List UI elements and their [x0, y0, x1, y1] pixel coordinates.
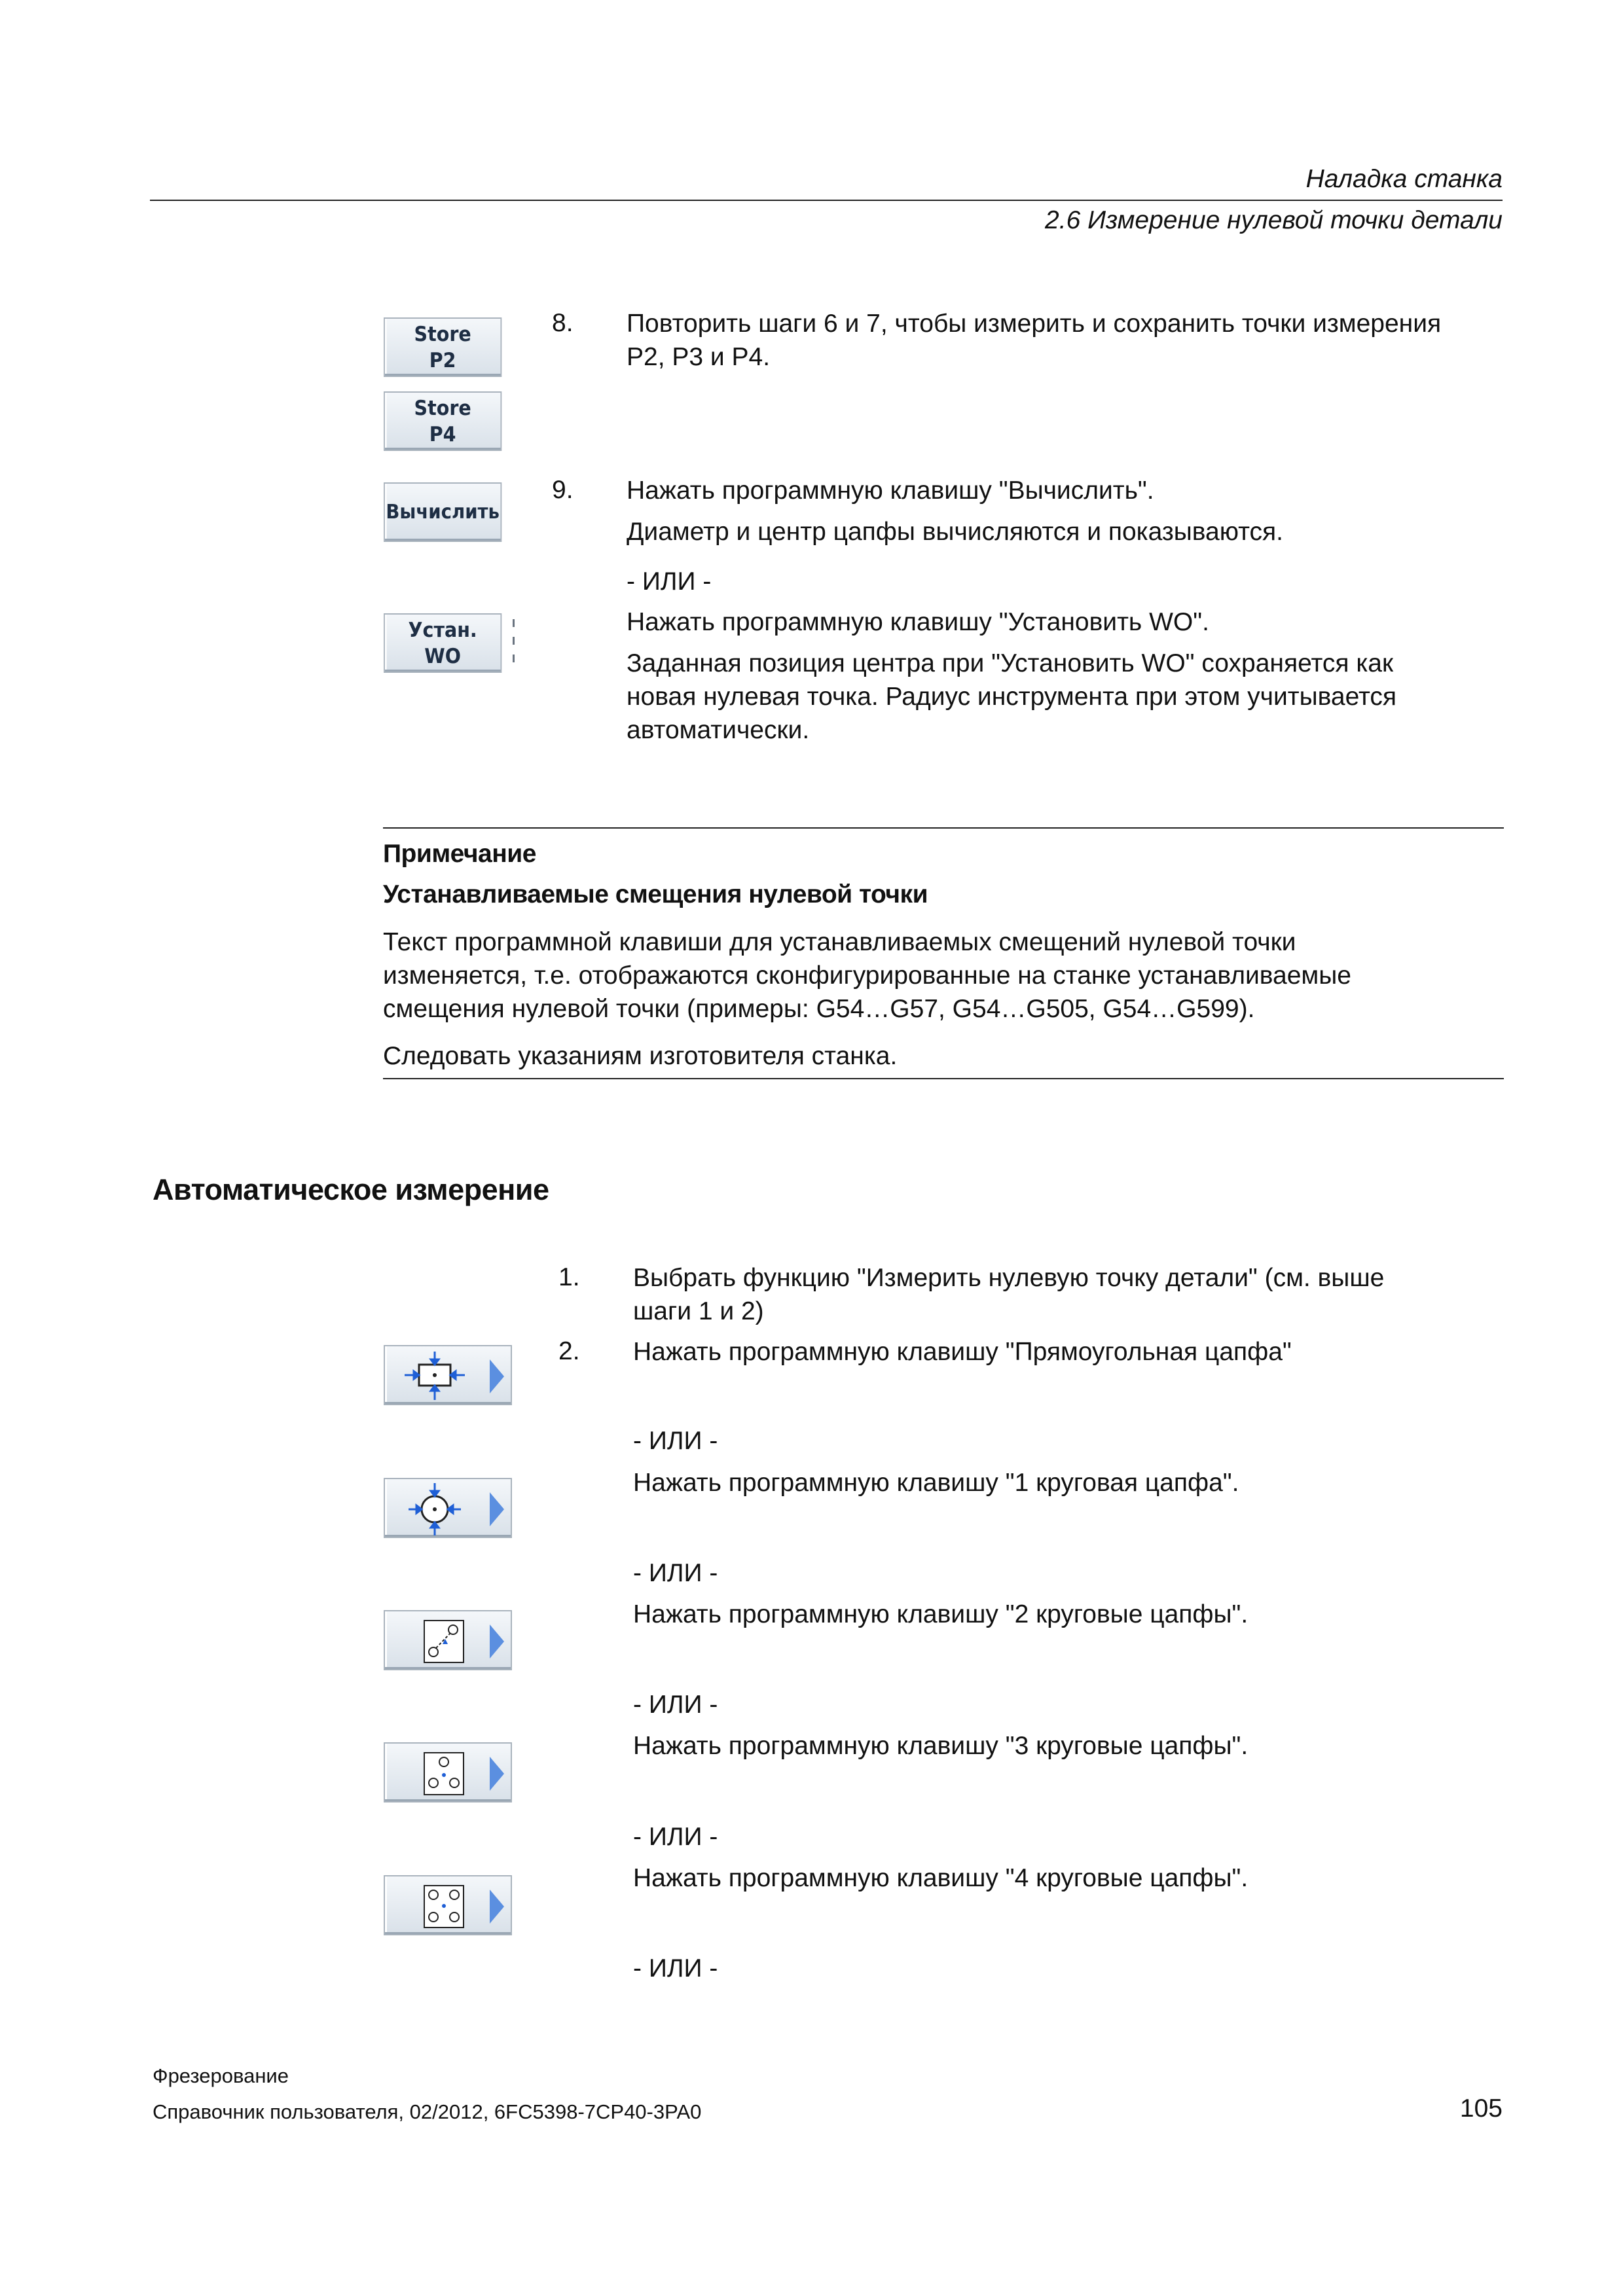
- rectangular-spigot-softkey[interactable]: [384, 1345, 512, 1405]
- note-body-line: изменяется, т.е. отображаются сконфигурированные на станке устанавливаемые: [383, 961, 1351, 990]
- softkey-tick-mark: [513, 619, 515, 627]
- step-8-text: [627, 307, 1504, 374]
- or-separator: - ИЛИ -: [633, 1691, 718, 1719]
- or-separator: - ИЛИ -: [633, 1954, 718, 1982]
- store-p4-softkey[interactable]: [384, 391, 501, 451]
- calculate-softkey[interactable]: [384, 482, 501, 542]
- alt-desc-line: автоматически.: [627, 716, 810, 744]
- or-separator: - ИЛИ -: [627, 567, 712, 596]
- auto-step-1-text: [633, 1261, 1504, 1328]
- alt-desc-line: новая нулевая точка. Радиус инструмента при этом учитывается: [627, 683, 1397, 711]
- step-number: 9.: [552, 476, 574, 504]
- footer-product: Фрезерование: [153, 2064, 289, 2087]
- note-top-rule: [383, 827, 1504, 829]
- three-circular-spigots-icon: [385, 1744, 513, 1804]
- store-p2-line2: P2: [429, 348, 456, 372]
- alt-desc-line: Заданная позиция центра при "Установить WO" сохраняется как: [627, 649, 1394, 677]
- store-p4-line2: P4: [429, 422, 456, 446]
- circular-spigot-softkey[interactable]: [384, 1478, 512, 1538]
- step-number: 2.: [558, 1337, 580, 1365]
- note-label: Примечание: [383, 840, 536, 868]
- step-9-result: Диаметр и центр цапфы вычисляются и показываются.: [627, 518, 1283, 546]
- or-separator: - ИЛИ -: [633, 1823, 718, 1851]
- step-9-text: Нажать программную клавишу "Вычислить".: [627, 476, 1154, 505]
- two-circular-spigots-softkey[interactable]: [384, 1610, 512, 1670]
- step-9-alt: Нажать программную клавишу "Установить WO".: [627, 608, 1209, 636]
- running-header-chapter: Наладка станка: [1305, 165, 1503, 193]
- page-number: 105: [1459, 2094, 1503, 2123]
- auto-alt-3: Нажать программную клавишу "3 круговые цапфы".: [633, 1732, 1249, 1760]
- running-header-section: 2.6 Измерение нулевой точки детали: [1045, 206, 1503, 234]
- note-bottom-rule: [383, 1078, 1504, 1079]
- rectangular-spigot-icon: [385, 1346, 513, 1407]
- auto-alt-2: Нажать программную клавишу "2 круговые цапфы".: [633, 1600, 1249, 1628]
- note-body-line: смещения нулевой точки (примеры: G54…G57, G54…G505, G54…G599).: [383, 995, 1255, 1023]
- or-separator: - ИЛИ -: [633, 1559, 718, 1587]
- circular-spigot-icon: [385, 1479, 513, 1539]
- auto-step-1-line: шаги 1 и 2): [633, 1297, 764, 1325]
- step-8-line: P2, P3 и P4.: [627, 343, 771, 371]
- step-9-alt-desc: [627, 647, 1504, 747]
- softkey-tick-mark: [513, 637, 515, 645]
- store-p4-line1: Store: [414, 396, 471, 420]
- note-follow: Следовать указаниям изготовителя станка.: [383, 1042, 898, 1070]
- auto-step-1-line: Выбрать функцию "Измерить нулевую точку детали" (см. выше: [633, 1264, 1385, 1292]
- store-p2-line1: Store: [414, 322, 471, 346]
- section-heading: Автоматическое измерение: [153, 1173, 549, 1206]
- set-wo-line1: Устан.: [408, 618, 477, 642]
- step-number: 8.: [552, 309, 574, 337]
- auto-alt-1: Нажать программную клавишу "1 круговая цапфа".: [633, 1469, 1239, 1497]
- auto-step-2-text: Нажать программную клавишу "Прямоугольная цапфа": [633, 1338, 1292, 1366]
- four-circular-spigots-icon: [385, 1876, 513, 1937]
- set-wo-softkey[interactable]: [384, 613, 501, 673]
- four-circular-spigots-softkey[interactable]: [384, 1875, 512, 1935]
- auto-alt-4: Нажать программную клавишу "4 круговые цапфы".: [633, 1864, 1249, 1892]
- two-circular-spigots-icon: [385, 1611, 513, 1672]
- step-number: 1.: [558, 1263, 580, 1291]
- note-body-line: Текст программной клавиши для устанавливаемых смещений нулевой точки: [383, 928, 1296, 956]
- note-title: Устанавливаемые смещения нулевой точки: [383, 880, 928, 908]
- three-circular-spigots-softkey[interactable]: [384, 1742, 512, 1803]
- note-body: [383, 925, 1504, 1026]
- step-8-line: Повторить шаги 6 и 7, чтобы измерить и сохранить точки измерения: [627, 310, 1442, 338]
- set-wo-line2: WO: [424, 644, 462, 668]
- header-rule: [150, 200, 1503, 201]
- or-separator: - ИЛИ -: [633, 1427, 718, 1455]
- store-p2-softkey[interactable]: [384, 317, 501, 377]
- footer-document: Справочник пользователя, 02/2012, 6FC5398-7CP40-3PA0: [153, 2100, 702, 2123]
- calculate-label: Вычислить: [386, 500, 500, 524]
- softkey-tick-mark: [513, 655, 515, 662]
